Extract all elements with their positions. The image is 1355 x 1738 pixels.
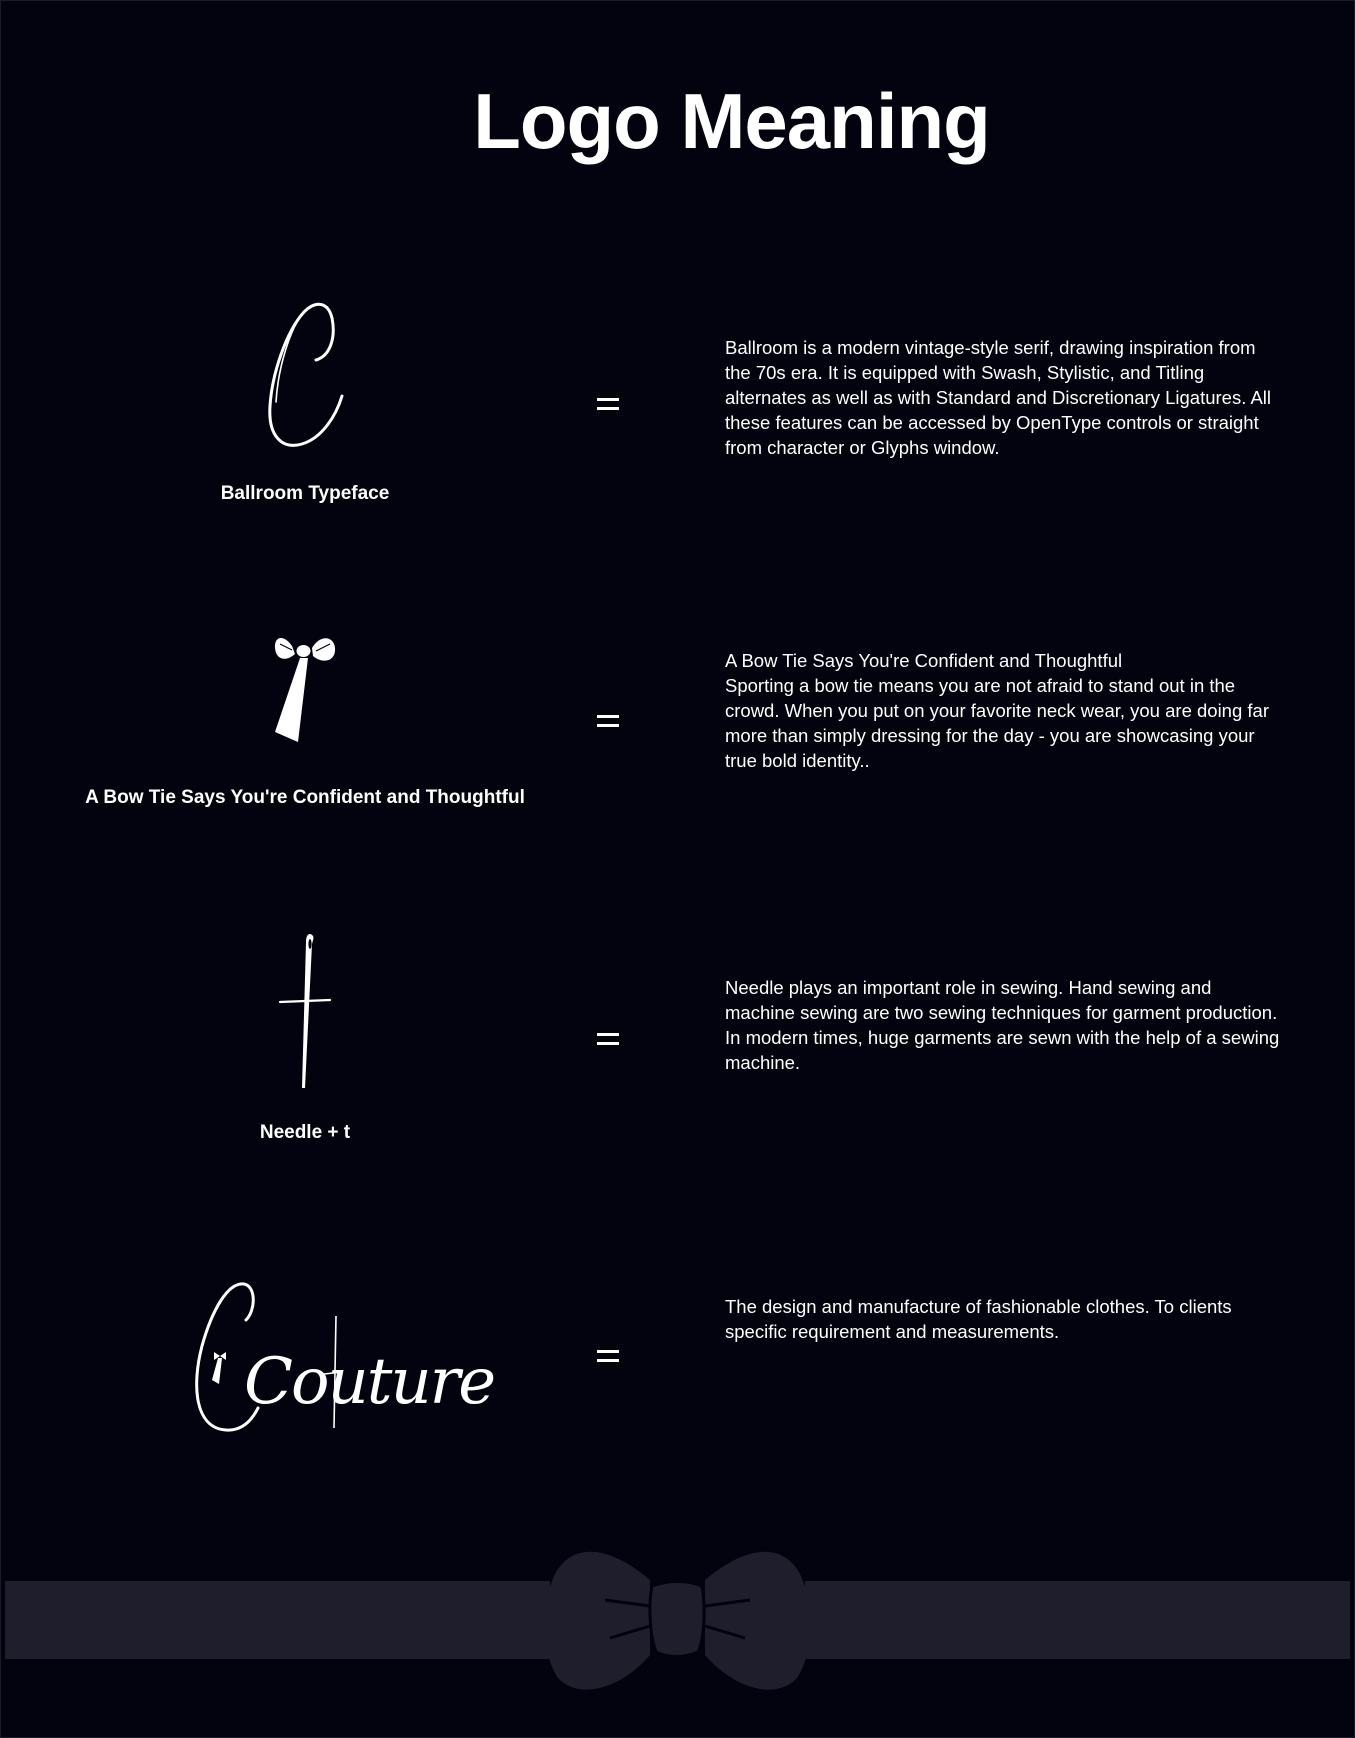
equals-sign [597, 715, 621, 731]
description-ballroom [725, 335, 1285, 460]
description-bow-tie-title: A Bow Tie Says You're Confident and Thoughtful [725, 650, 1123, 671]
equals-sign [597, 1350, 621, 1366]
description-bow-tie [725, 648, 1285, 773]
description-bow-tie-text: Sporting a bow tie means you are not afraid to stand out in the crowd. When you put on your favorite neck wear, you are doing far more than simply dressing for the day - you are showcasing your true bold identity.. [725, 675, 1269, 771]
bow-tie-icon [270, 632, 340, 748]
equals-sign [597, 398, 621, 414]
description-needle [725, 975, 1285, 1075]
couture-logo [184, 1280, 495, 1435]
needle-t-icon [274, 930, 338, 1090]
caption-needle: Needle + t [259, 1122, 351, 1143]
caption-ballroom-typeface: Ballroom Typeface [220, 483, 390, 504]
description-couture [725, 1294, 1285, 1344]
description-ballroom-text: Ballroom is a modern vintage-style serif, drawing inspiration from the 70s era. It is equipped with Swash, Stylistic, and Titling alternates as well as with Standard and Discretionary Ligatures. All these features can be accessed by OpenType controls or straight from character or Glyphs window. [725, 337, 1272, 458]
page-title: Logo Meaning [473, 77, 990, 165]
couture-logo-text: Couture [244, 1345, 495, 1419]
caption-bow-tie: A Bow Tie Says You're Confident and Thoughtful [85, 787, 525, 808]
description-needle-text: Needle plays an important role in sewing. Hand sewing and machine sewing are two sewing techniques for garment production. In modern times, huge garments are sewn with the help of a sewing machine. [725, 977, 1280, 1073]
description-couture-text: The design and manufacture of fashionable clothes. To clients specific requirement and measurements. [725, 1296, 1232, 1342]
script-c-letter-icon [258, 298, 348, 450]
bow-tie-ribbon-icon [0, 1540, 1355, 1700]
equals-sign [597, 1033, 621, 1049]
